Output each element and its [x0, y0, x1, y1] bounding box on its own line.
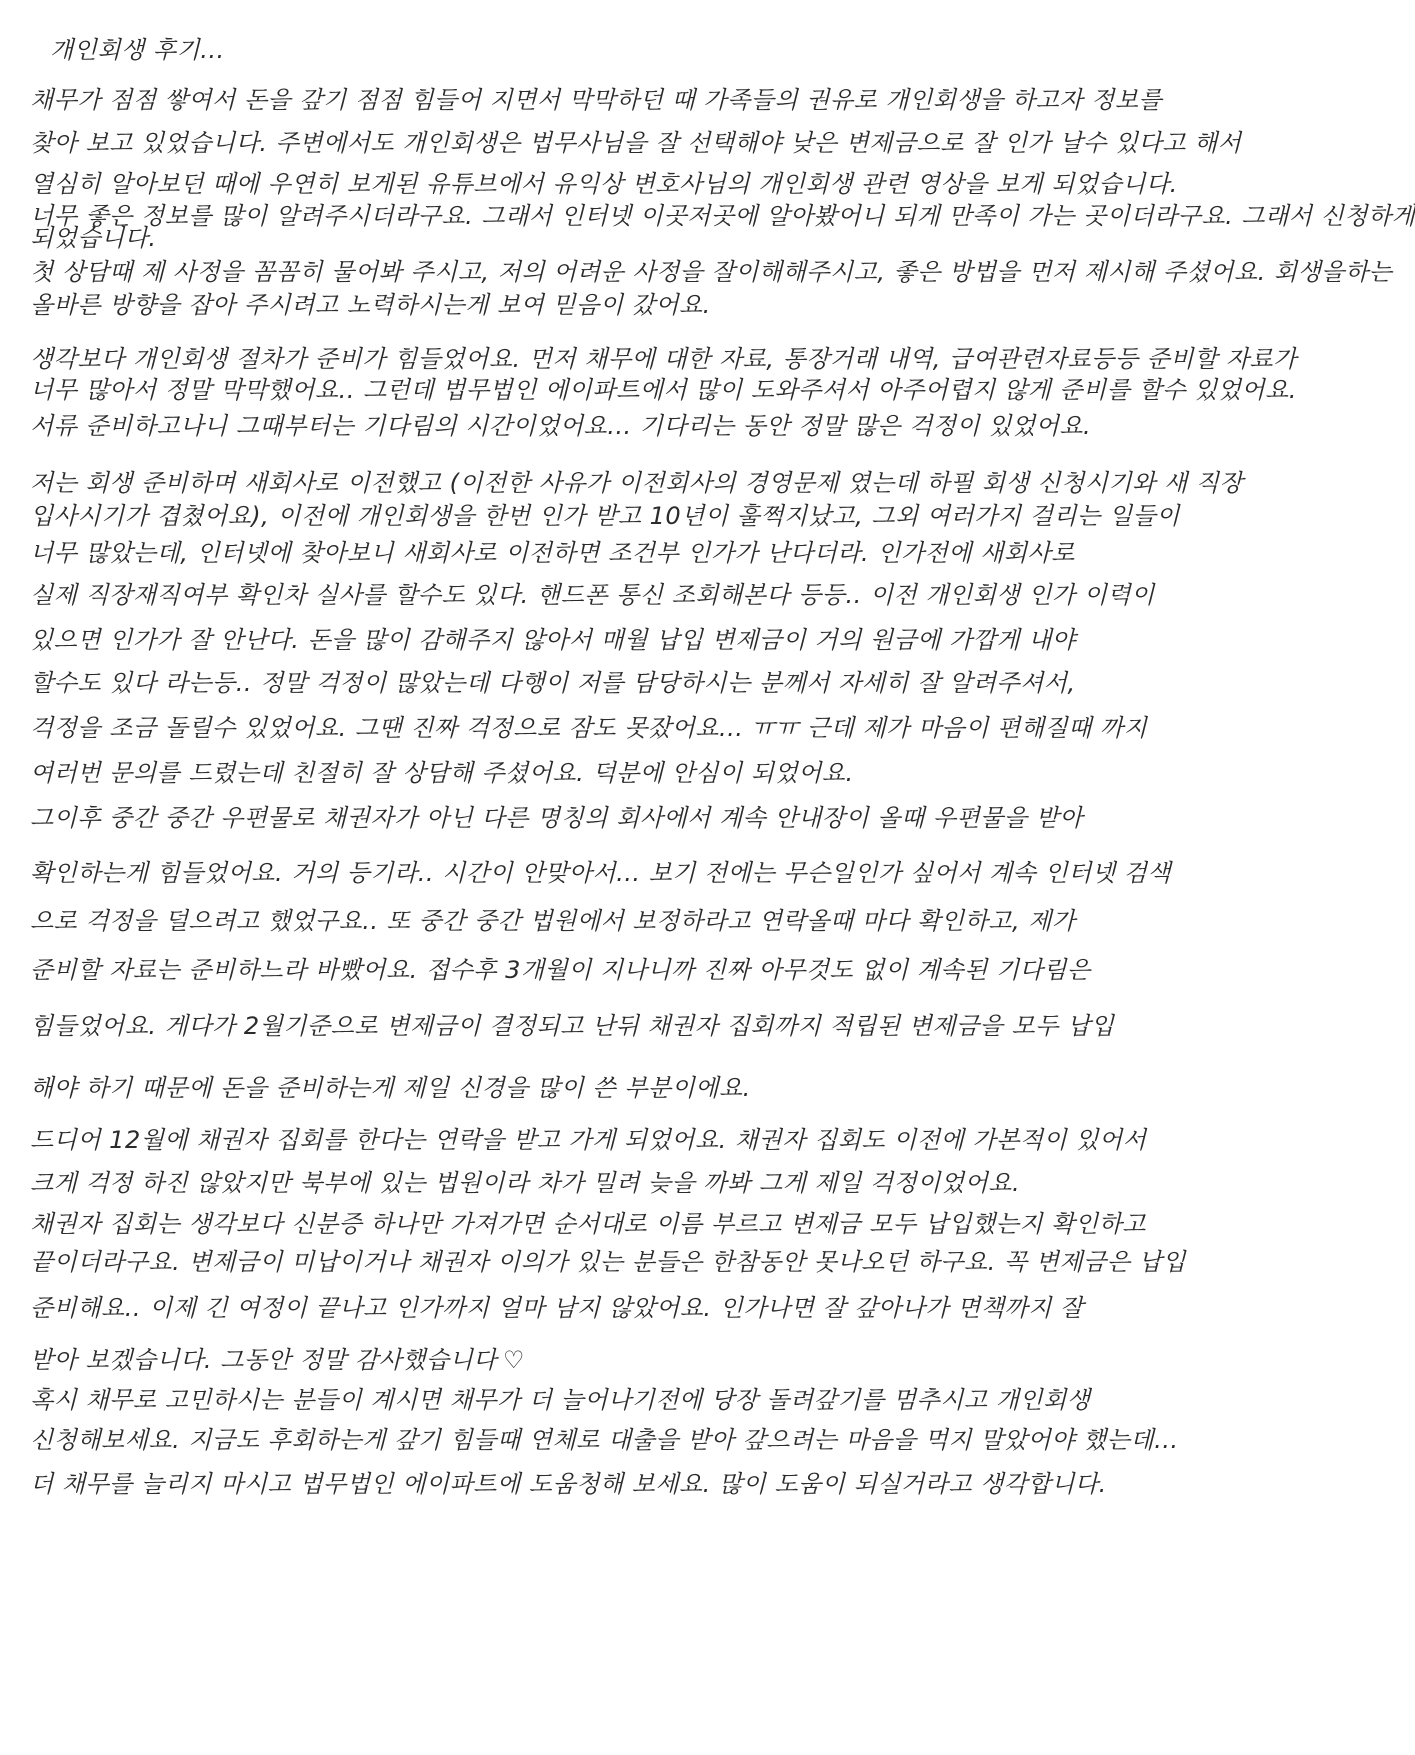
letter-line: 준비할 자료는 준비하느라 바빴어요. 접수후 3개월이 지나니까 진짜 아무것도 없이 계속된 기다림은 — [30, 956, 1091, 984]
letter-line: 생각보다 개인회생 절차가 준비가 힘들었어요. 먼저 채무에 대한 자료, 통장거래 내역, 급여관련자료등등 준비할 자료가 — [30, 345, 1297, 373]
letter-line: 너무 많았는데, 인터넷에 찾아보니 새회사로 이전하면 조건부 인가가 난다더라. 인가전에 새회사로 — [30, 539, 1075, 567]
letter-line: 채권자 집회는 생각보다 신분증 하나만 가져가면 순서대로 이름 부르고 변제금 모두 납입했는지 확인하고 — [30, 1210, 1146, 1238]
letter-line: 크게 걱정 하진 않았지만 북부에 있는 법원이라 차가 밀려 늦을 까봐 그게 제일 걱정이었어요. — [30, 1169, 1021, 1197]
letter-line: 그이후 중간 중간 우편물로 채권자가 아닌 다른 명칭의 회사에서 계속 안내장이 올때 우편물을 받아 — [30, 804, 1084, 832]
letter-line: 되었습니다. — [30, 224, 157, 252]
heart-icon: ♡ — [502, 1346, 525, 1374]
letter-line: 해야 하기 때문에 돈을 준비하는게 제일 신경을 많이 쓴 부분이에요. — [30, 1074, 751, 1102]
letter-line: 너무 많아서 정말 막막했어요.. 그런데 법무법인 에이파트에서 많이 도와주셔서 아주어렵지 않게 준비를 할수 있었어요. — [30, 376, 1297, 404]
letter-line: 드디어 12월에 채권자 집회를 한다는 연락을 받고 가게 되었어요. 채권자 집회도 이전에 가본적이 있어서 — [30, 1126, 1147, 1154]
letter-line: 너무 좋은 정보를 많이 알려주시더라구요. 그래서 인터넷 이곳저곳에 알아봤어니 되게 만족이 가는 곳이더라구요. 그래서 신청하게 — [30, 202, 1415, 230]
letter-line: 힘들었어요. 게다가 2월기준으로 변제금이 결정되고 난뒤 채권자 집회까지 적립된 변제금을 모두 납입 — [30, 1012, 1115, 1040]
letter-line — [30, 1344, 1230, 1376]
letter-line: 확인하는게 힘들었어요. 거의 등기라.. 시간이 안맞아서... 보기 전에는 무슨일인가 싶어서 계속 인터넷 검색 — [30, 859, 1172, 887]
letter-line: 서류 준비하고나니 그때부터는 기다림의 시간이었어요... 기다리는 동안 정말 많은 걱정이 있었어요. — [30, 412, 1092, 440]
letter-line: 첫 상담때 제 사정을 꼼꼼히 물어봐 주시고, 저의 어려운 사정을 잘이해해주시고, 좋은 방법을 먼저 제시해 주셨어요. 회생을하는 — [30, 258, 1393, 286]
letter-line: 찾아 보고 있었습니다. 주변에서도 개인회생은 법무사님을 잘 선택해야 낮은 변제금으로 잘 인가 날수 있다고 해서 — [30, 129, 1242, 157]
letter-line: 더 채무를 늘리지 마시고 법무법인 에이파트에 도움청해 보세요. 많이 도움이 되실거라고 생각합니다. — [30, 1470, 1107, 1498]
letter-line: 여러번 문의를 드렸는데 친절히 잘 상담해 주셨어요. 덕분에 안심이 되었어요. — [30, 759, 854, 787]
letter-line: 저는 회생 준비하며 새회사로 이전했고 (이전한 사유가 이전회사의 경영문제 였는데 하필 회생 신청시기와 새 직장 — [30, 469, 1244, 497]
letter-line: 할수도 있다 라는등.. 정말 걱정이 많았는데 다행이 저를 담당하시는 분께서 자세히 잘 알려주셔서, — [30, 669, 1076, 697]
letter-line: 열심히 알아보던 때에 우연히 보게된 유튜브에서 유익상 변호사님의 개인회생 관련 영상을 보게 되었습니다. — [30, 170, 1178, 198]
letter-line: 입사시기가 겹쳤어요), 이전에 개인회생을 한번 인가 받고 10년이 훌쩍지났고, 그외 여러가지 걸리는 일들이 — [30, 502, 1180, 530]
letter-line: 있으면 인가가 잘 안난다. 돈을 많이 감해주지 않아서 매월 납입 변제금이 거의 원금에 가깝게 내야 — [30, 626, 1076, 654]
letter-line: 채무가 점점 쌓여서 돈을 갚기 점점 힘들어 지면서 막막하던 때 가족들의 권유로 개인회생을 하고자 정보를 — [30, 86, 1163, 114]
letter-line: 올바른 방향을 잡아 주시려고 노력하시는게 보여 믿음이 갔어요. — [30, 291, 711, 319]
letter-line: 준비해요.. 이제 긴 여정이 끝나고 인가까지 얼마 남지 않았어요. 인가나면 잘 갚아나가 면책까지 잘 — [30, 1294, 1084, 1322]
letter-line: 끝이더라구요. 변제금이 미납이거나 채권자 이의가 있는 분들은 한참동안 못나오던 하구요. 꼭 변제금은 납입 — [30, 1248, 1186, 1276]
letter-line: 신청해보세요. 지금도 후회하는게 갚기 힘들때 연체로 대출을 받아 갚으려는 마음을 먹지 말았어야 했는데... — [30, 1426, 1179, 1454]
letter-line: 걱정을 조금 돌릴수 있었어요. 그땐 진짜 걱정으로 잠도 못잤어요... ㅠㅠ 근데 제가 마음이 편해질때 까지 — [30, 714, 1148, 742]
letter-line: 실제 직장재직여부 확인차 실사를 할수도 있다. 핸드폰 통신 조회해본다 등등.. 이전 개인회생 인가 이력이 — [30, 581, 1155, 609]
letter-line-text: 받아 보겠습니다. 그동안 정말 감사했습니다 — [30, 1346, 497, 1374]
letter-line: 혹시 채무로 고민하시는 분들이 계시면 채무가 더 늘어나기전에 당장 돌려갚기를 멈추시고 개인회생 — [30, 1386, 1091, 1414]
letter-title: 개인회생 후기... — [50, 36, 225, 64]
letter-line: 으로 걱정을 덜으려고 했었구요.. 또 중간 중간 법원에서 보정하라고 연락올때 마다 확인하고, 제가 — [30, 907, 1076, 935]
